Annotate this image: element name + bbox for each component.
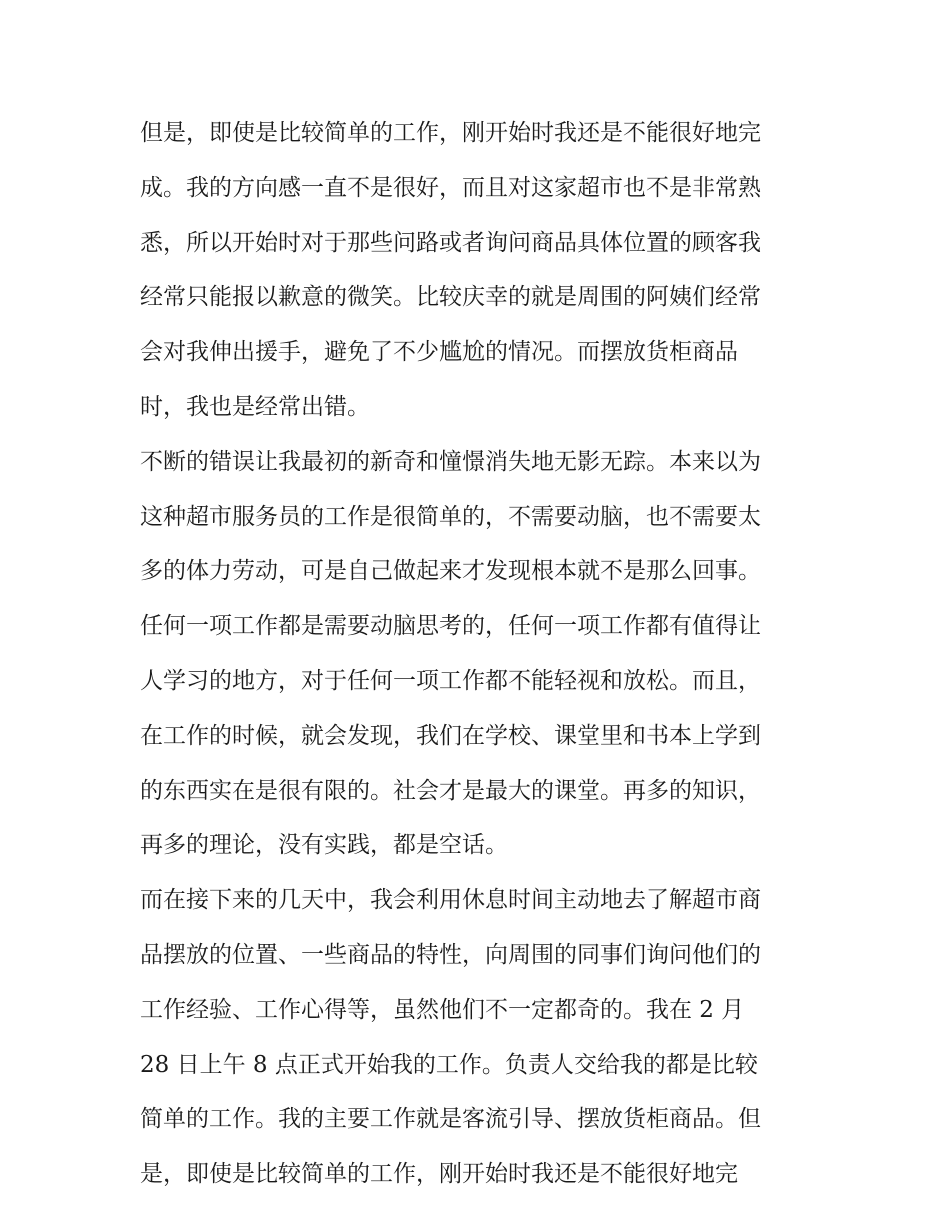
text-line: 任何一项工作都是需要动脑思考的，任何一项工作都有值得让 (140, 613, 761, 640)
text-line: 在工作的时候，就会发现，我们在学校、课堂里和书本上学到 (140, 722, 761, 749)
text-line: 再多的理论，没有实践，都是空话。 (140, 832, 508, 859)
text-line: 时，我也是经常出错。 (140, 393, 370, 420)
body-text (140, 106, 820, 1202)
text-line: 而在接下来的几天中，我会利用休息时间主动地去了解超市商 (140, 887, 761, 914)
text-line: 的东西实在是很有限的。社会才是最大的课堂。再多的知识， (140, 777, 761, 804)
text-line: 不断的错误让我最初的新奇和憧憬消失地无影无踪。本来以为 (140, 448, 761, 475)
text-line: 会对我伸出援手，避免了不少尴尬的情况。而摆放货柜商品 (140, 339, 738, 366)
text-line: 悉，所以开始时对于那些问路或者询问商品具体位置的顾客我 (140, 229, 761, 256)
text-line: 成。我的方向感一直不是很好，而且对这家超市也不是非常熟 (140, 174, 761, 201)
text-line: 品摆放的位置、一些商品的特性，向周围的同事们询问他们的 (140, 941, 761, 968)
text-line: 这种超市服务员的工作是很简单的，不需要动脑，也不需要太 (140, 503, 761, 530)
text-line: 人学习的地方，对于任何一项工作都不能轻视和放松。而且， (140, 667, 761, 694)
text-line: 是，即使是比较简单的工作，刚开始时我还是不能很好地完 (140, 1161, 738, 1188)
text-line: 但是，即使是比较简单的工作，刚开始时我还是不能很好地完 (140, 120, 761, 146)
text-line: 经常只能报以歉意的微笑。比较庆幸的就是周围的阿姨们经常 (140, 284, 761, 311)
text-line: 工作经验、工作心得等，虽然他们不一定都奇的。我在 2 月 (140, 996, 745, 1023)
text-line: 多的体力劳动，可是自己做起来才发现根本就不是那么回事。 (140, 558, 761, 585)
text-line: 28 日上午 8 点正式开始我的工作。负责人交给我的都是比较 (140, 1051, 758, 1078)
text-line: 简单的工作。我的主要工作就是客流引导、摆放货柜商品。但 (140, 1106, 761, 1133)
